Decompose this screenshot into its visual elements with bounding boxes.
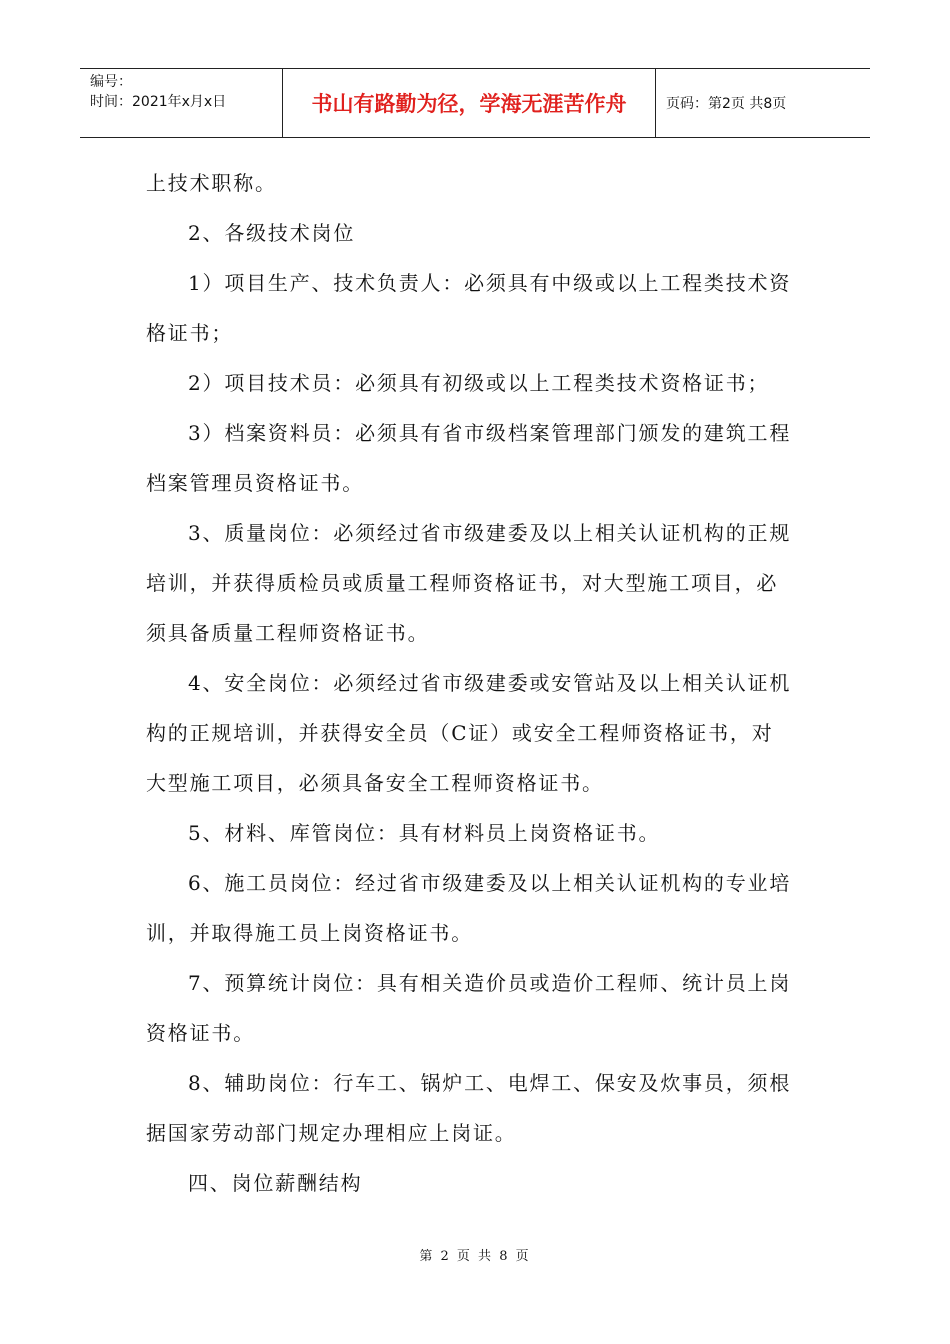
text-line: 8、辅助岗位：行车工、锅炉工、电焊工、保安及炊事员，须根 (188, 1071, 792, 1095)
code-label: 编号： (90, 74, 132, 90)
text-line: 2）项目技术员：必须具有初级或以上工程类技术资格证书； (188, 371, 770, 395)
text-line: 3）档案资料员：必须具有省市级档案管理部门颁发的建筑工程 (188, 421, 792, 445)
text-line: 4、安全岗位：必须经过省市级建委或安管站及以上相关认证机 (188, 671, 792, 695)
text-line: 档案管理员资格证书。 (146, 471, 364, 495)
text-line: 据国家劳动部门规定办理相应上岗证。 (146, 1121, 517, 1145)
text-line: 四、岗位薪酬结构 (188, 1171, 363, 1195)
document-body (146, 158, 806, 1208)
text-line: 5、材料、库管岗位：具有材料员上岗资格证书。 (188, 821, 661, 845)
header-motto: 书山有路勤为径，学海无涯苦作舟 (283, 69, 656, 137)
page-footer: 第 2 页 共 8 页 (419, 1249, 531, 1264)
text-line: 格证书； (146, 321, 234, 345)
header-meta (80, 69, 283, 137)
text-line: 培训，并获得质检员或质量工程师资格证书，对大型施工项目，必 (146, 571, 779, 595)
text-line: 资格证书。 (146, 1021, 255, 1045)
text-line: 训，并取得施工员上岗资格证书。 (146, 921, 473, 945)
text-line: 6、施工员岗位：经过省市级建委及以上相关认证机构的专业培 (188, 871, 792, 895)
text-line: 构的正规培训，并获得安全员（C证）或安全工程师资格证书，对 (146, 721, 774, 745)
header-page-info: 页码：第2页 共8页 (666, 96, 787, 112)
text-line: 1）项目生产、技术负责人：必须具有中级或以上工程类技术资 (188, 271, 792, 295)
text-line: 大型施工项目，必须具备安全工程师资格证书。 (146, 771, 604, 795)
text-line: 上技术职称。 (146, 171, 277, 195)
time-label: 时间：2021年x月x日 (90, 94, 227, 110)
text-line: 7、预算统计岗位：具有相关造价员或造价工程师、统计员上岗 (188, 971, 792, 995)
text-line: 须具备质量工程师资格证书。 (146, 621, 430, 645)
text-line: 2、各级技术岗位 (188, 221, 356, 245)
page-header (80, 68, 870, 138)
text-line: 3、质量岗位：必须经过省市级建委及以上相关认证机构的正规 (188, 521, 792, 545)
